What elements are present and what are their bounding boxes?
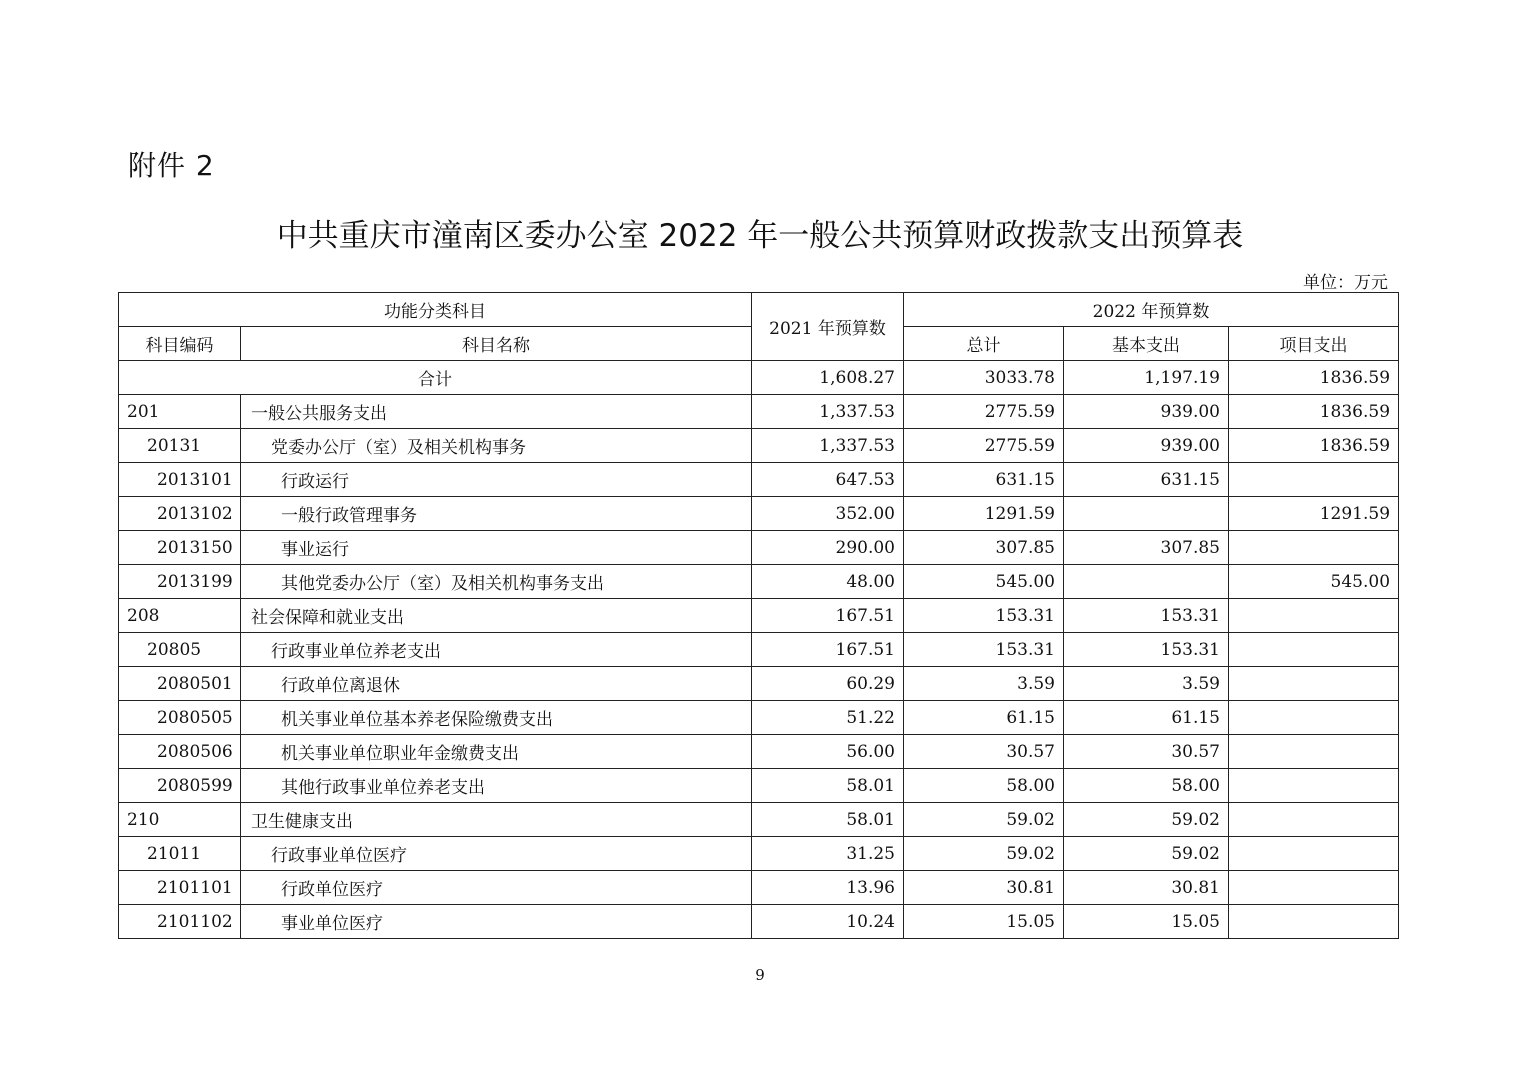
header-function-group: 功能分类科目 — [119, 293, 752, 327]
page-title: 中共重庆市潼南区委办公室 2022 年一般公共预算财政拨款支出预算表 — [276, 218, 1244, 254]
row-project — [1229, 735, 1399, 769]
table-row — [119, 531, 1399, 565]
header-project: 项目支出 — [1229, 327, 1399, 361]
row-code: 21011 — [119, 837, 241, 871]
row-basic: 939.00 — [1064, 429, 1229, 463]
row-project — [1229, 905, 1399, 939]
total-row — [119, 361, 1399, 395]
row-total: 30.57 — [904, 735, 1064, 769]
row-project — [1229, 837, 1399, 871]
row-budget-2021: 647.53 — [752, 463, 904, 497]
row-name: 一般行政管理事务 — [241, 497, 752, 531]
row-name: 事业运行 — [241, 531, 752, 565]
row-code: 201 — [119, 395, 241, 429]
row-basic: 939.00 — [1064, 395, 1229, 429]
row-budget-2021: 13.96 — [752, 871, 904, 905]
total-project: 1836.59 — [1229, 361, 1399, 395]
row-basic — [1064, 565, 1229, 599]
table-row — [119, 837, 1399, 871]
header-name: 科目名称 — [241, 327, 752, 361]
row-code: 2013150 — [119, 531, 241, 565]
table-row — [119, 667, 1399, 701]
row-code: 2101102 — [119, 905, 241, 939]
row-code: 2013102 — [119, 497, 241, 531]
row-budget-2021: 58.01 — [752, 803, 904, 837]
row-code: 2080505 — [119, 701, 241, 735]
row-total: 1291.59 — [904, 497, 1064, 531]
row-basic: 30.57 — [1064, 735, 1229, 769]
row-basic: 631.15 — [1064, 463, 1229, 497]
row-total: 153.31 — [904, 599, 1064, 633]
row-project — [1229, 871, 1399, 905]
row-project — [1229, 803, 1399, 837]
table-row — [119, 735, 1399, 769]
row-basic: 3.59 — [1064, 667, 1229, 701]
row-budget-2021: 352.00 — [752, 497, 904, 531]
row-budget-2021: 1,337.53 — [752, 429, 904, 463]
table-row — [119, 599, 1399, 633]
row-total: 545.00 — [904, 565, 1064, 599]
row-total: 631.15 — [904, 463, 1064, 497]
header-code: 科目编码 — [119, 327, 241, 361]
row-name: 其他党委办公厅（室）及相关机构事务支出 — [241, 565, 752, 599]
row-basic: 59.02 — [1064, 803, 1229, 837]
row-name: 行政事业单位医疗 — [241, 837, 752, 871]
row-budget-2021: 167.51 — [752, 599, 904, 633]
row-total: 59.02 — [904, 837, 1064, 871]
row-total: 58.00 — [904, 769, 1064, 803]
row-budget-2021: 10.24 — [752, 905, 904, 939]
header-budget-2022: 2022 年预算数 — [904, 293, 1399, 327]
header-row-1 — [119, 293, 1399, 327]
budget-table-body — [119, 293, 1399, 939]
row-project — [1229, 701, 1399, 735]
row-total: 2775.59 — [904, 429, 1064, 463]
row-basic: 153.31 — [1064, 633, 1229, 667]
unit-label: 单位：万元 — [1303, 273, 1388, 293]
row-total: 3.59 — [904, 667, 1064, 701]
row-name: 一般公共服务支出 — [241, 395, 752, 429]
table-row — [119, 463, 1399, 497]
row-basic: 59.02 — [1064, 837, 1229, 871]
row-code: 208 — [119, 599, 241, 633]
row-basic: 15.05 — [1064, 905, 1229, 939]
row-project: 1291.59 — [1229, 497, 1399, 531]
row-budget-2021: 58.01 — [752, 769, 904, 803]
row-name: 卫生健康支出 — [241, 803, 752, 837]
row-total: 2775.59 — [904, 395, 1064, 429]
row-code: 20805 — [119, 633, 241, 667]
row-name: 行政事业单位养老支出 — [241, 633, 752, 667]
row-basic: 153.31 — [1064, 599, 1229, 633]
row-name: 行政单位医疗 — [241, 871, 752, 905]
total-total: 3033.78 — [904, 361, 1064, 395]
table-row — [119, 429, 1399, 463]
row-project — [1229, 633, 1399, 667]
total-budget-2021: 1,608.27 — [752, 361, 904, 395]
row-project — [1229, 531, 1399, 565]
table-row — [119, 565, 1399, 599]
row-basic — [1064, 497, 1229, 531]
attachment-label: 附件 2 — [128, 149, 215, 182]
row-project — [1229, 769, 1399, 803]
row-code: 2080501 — [119, 667, 241, 701]
row-total: 30.81 — [904, 871, 1064, 905]
row-project — [1229, 667, 1399, 701]
row-code: 2013199 — [119, 565, 241, 599]
table-row — [119, 803, 1399, 837]
table-row — [119, 633, 1399, 667]
total-basic: 1,197.19 — [1064, 361, 1229, 395]
row-code: 20131 — [119, 429, 241, 463]
row-budget-2021: 51.22 — [752, 701, 904, 735]
row-name: 行政运行 — [241, 463, 752, 497]
row-code: 2080506 — [119, 735, 241, 769]
table-row — [119, 395, 1399, 429]
row-name: 机关事业单位基本养老保险缴费支出 — [241, 701, 752, 735]
row-project: 545.00 — [1229, 565, 1399, 599]
row-basic: 61.15 — [1064, 701, 1229, 735]
row-name: 事业单位医疗 — [241, 905, 752, 939]
row-basic: 307.85 — [1064, 531, 1229, 565]
row-budget-2021: 167.51 — [752, 633, 904, 667]
row-name: 党委办公厅（室）及相关机构事务 — [241, 429, 752, 463]
row-code: 2101101 — [119, 871, 241, 905]
table-row — [119, 871, 1399, 905]
total-label: 合计 — [119, 361, 752, 395]
row-budget-2021: 60.29 — [752, 667, 904, 701]
row-total: 59.02 — [904, 803, 1064, 837]
row-project: 1836.59 — [1229, 395, 1399, 429]
row-code: 210 — [119, 803, 241, 837]
row-total: 15.05 — [904, 905, 1064, 939]
row-name: 社会保障和就业支出 — [241, 599, 752, 633]
row-basic: 30.81 — [1064, 871, 1229, 905]
row-code: 2013101 — [119, 463, 241, 497]
row-name: 行政单位离退休 — [241, 667, 752, 701]
table-row — [119, 497, 1399, 531]
row-budget-2021: 1,337.53 — [752, 395, 904, 429]
header-total: 总计 — [904, 327, 1064, 361]
row-budget-2021: 56.00 — [752, 735, 904, 769]
row-project — [1229, 463, 1399, 497]
row-total: 153.31 — [904, 633, 1064, 667]
row-project — [1229, 599, 1399, 633]
row-name: 其他行政事业单位养老支出 — [241, 769, 752, 803]
row-name: 机关事业单位职业年金缴费支出 — [241, 735, 752, 769]
row-budget-2021: 48.00 — [752, 565, 904, 599]
row-project: 1836.59 — [1229, 429, 1399, 463]
row-basic: 58.00 — [1064, 769, 1229, 803]
header-budget-2021: 2021 年预算数 — [752, 293, 904, 361]
row-total: 61.15 — [904, 701, 1064, 735]
table-row — [119, 769, 1399, 803]
row-budget-2021: 31.25 — [752, 837, 904, 871]
header-basic: 基本支出 — [1064, 327, 1229, 361]
budget-table — [118, 292, 1399, 939]
table-row — [119, 701, 1399, 735]
row-budget-2021: 290.00 — [752, 531, 904, 565]
table-row — [119, 905, 1399, 939]
row-code: 2080599 — [119, 769, 241, 803]
page-number: 9 — [755, 966, 765, 984]
row-total: 307.85 — [904, 531, 1064, 565]
